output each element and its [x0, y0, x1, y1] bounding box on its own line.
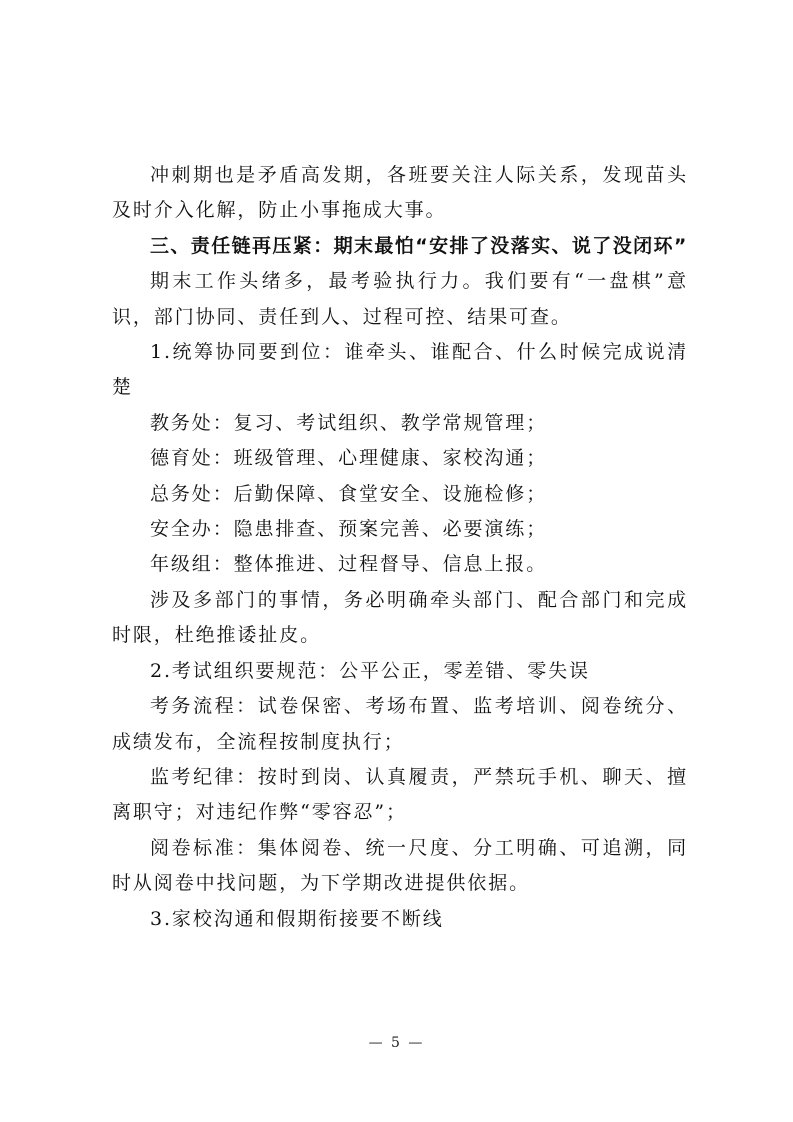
item-general-affairs: 总务处：后勤保障、食堂安全、设施检修；: [150, 482, 548, 505]
paragraph-execution: 期末工作头绪多，最考验执行力。我们要有“一盘棋”意识，部门协同、责任到人、过程可控、结果可查。: [112, 270, 688, 328]
paragraph-conflict-prevention: 冲刺期也是矛盾高发期，各班要关注人际关系，发现苗头及时介入化解，防止小事拖成大事。: [112, 164, 688, 222]
document-body: [112, 158, 688, 937]
item-safety-office: 安全办：隐患排查、预案完善、必要演练；: [150, 518, 548, 541]
item-grade-group: 年级组：整体推进、过程督导、信息上报。: [150, 553, 548, 576]
subheading-home-school: 3.家校沟通和假期衔接要不断线: [150, 907, 444, 930]
item-invigilation-discipline: 监考纪律：按时到岗、认真履责，严禁玩手机、聊天、擅离职守；对违纪作弊“零容忍”；: [112, 765, 688, 824]
section-heading-responsibility: 三、责任链再压紧：期末最怕“安排了没落实、说了没闭环”: [150, 234, 688, 257]
paragraph-multi-department: 涉及多部门的事情，务必明确牵头部门、配合部门和完成时限，杜绝推诿扯皮。: [112, 588, 688, 647]
item-exam-process: 考务流程：试卷保密、考场布置、监考培训、阅卷统分、成绩发布，全流程按制度执行；: [112, 695, 688, 753]
item-academic-affairs: 教务处：复习、考试组织、教学常规管理；: [150, 411, 548, 434]
item-grading-standard: 阅卷标准：集体阅卷、统一尺度、分工明确、可追溯，同时从阅卷中找问题，为下学期改进提供依据。: [112, 836, 688, 895]
subheading-coordination: 1.统筹协同要到位：谁牵头、谁配合、什么时候完成说清楚: [112, 341, 688, 399]
item-moral-education: 德育处：班级管理、心理健康、家校沟通；: [150, 447, 548, 470]
subheading-exam-organization: 2.考试组织要规范：公平公正，零差错、零失误: [150, 659, 590, 682]
page-number: — 5 —: [368, 1035, 425, 1051]
